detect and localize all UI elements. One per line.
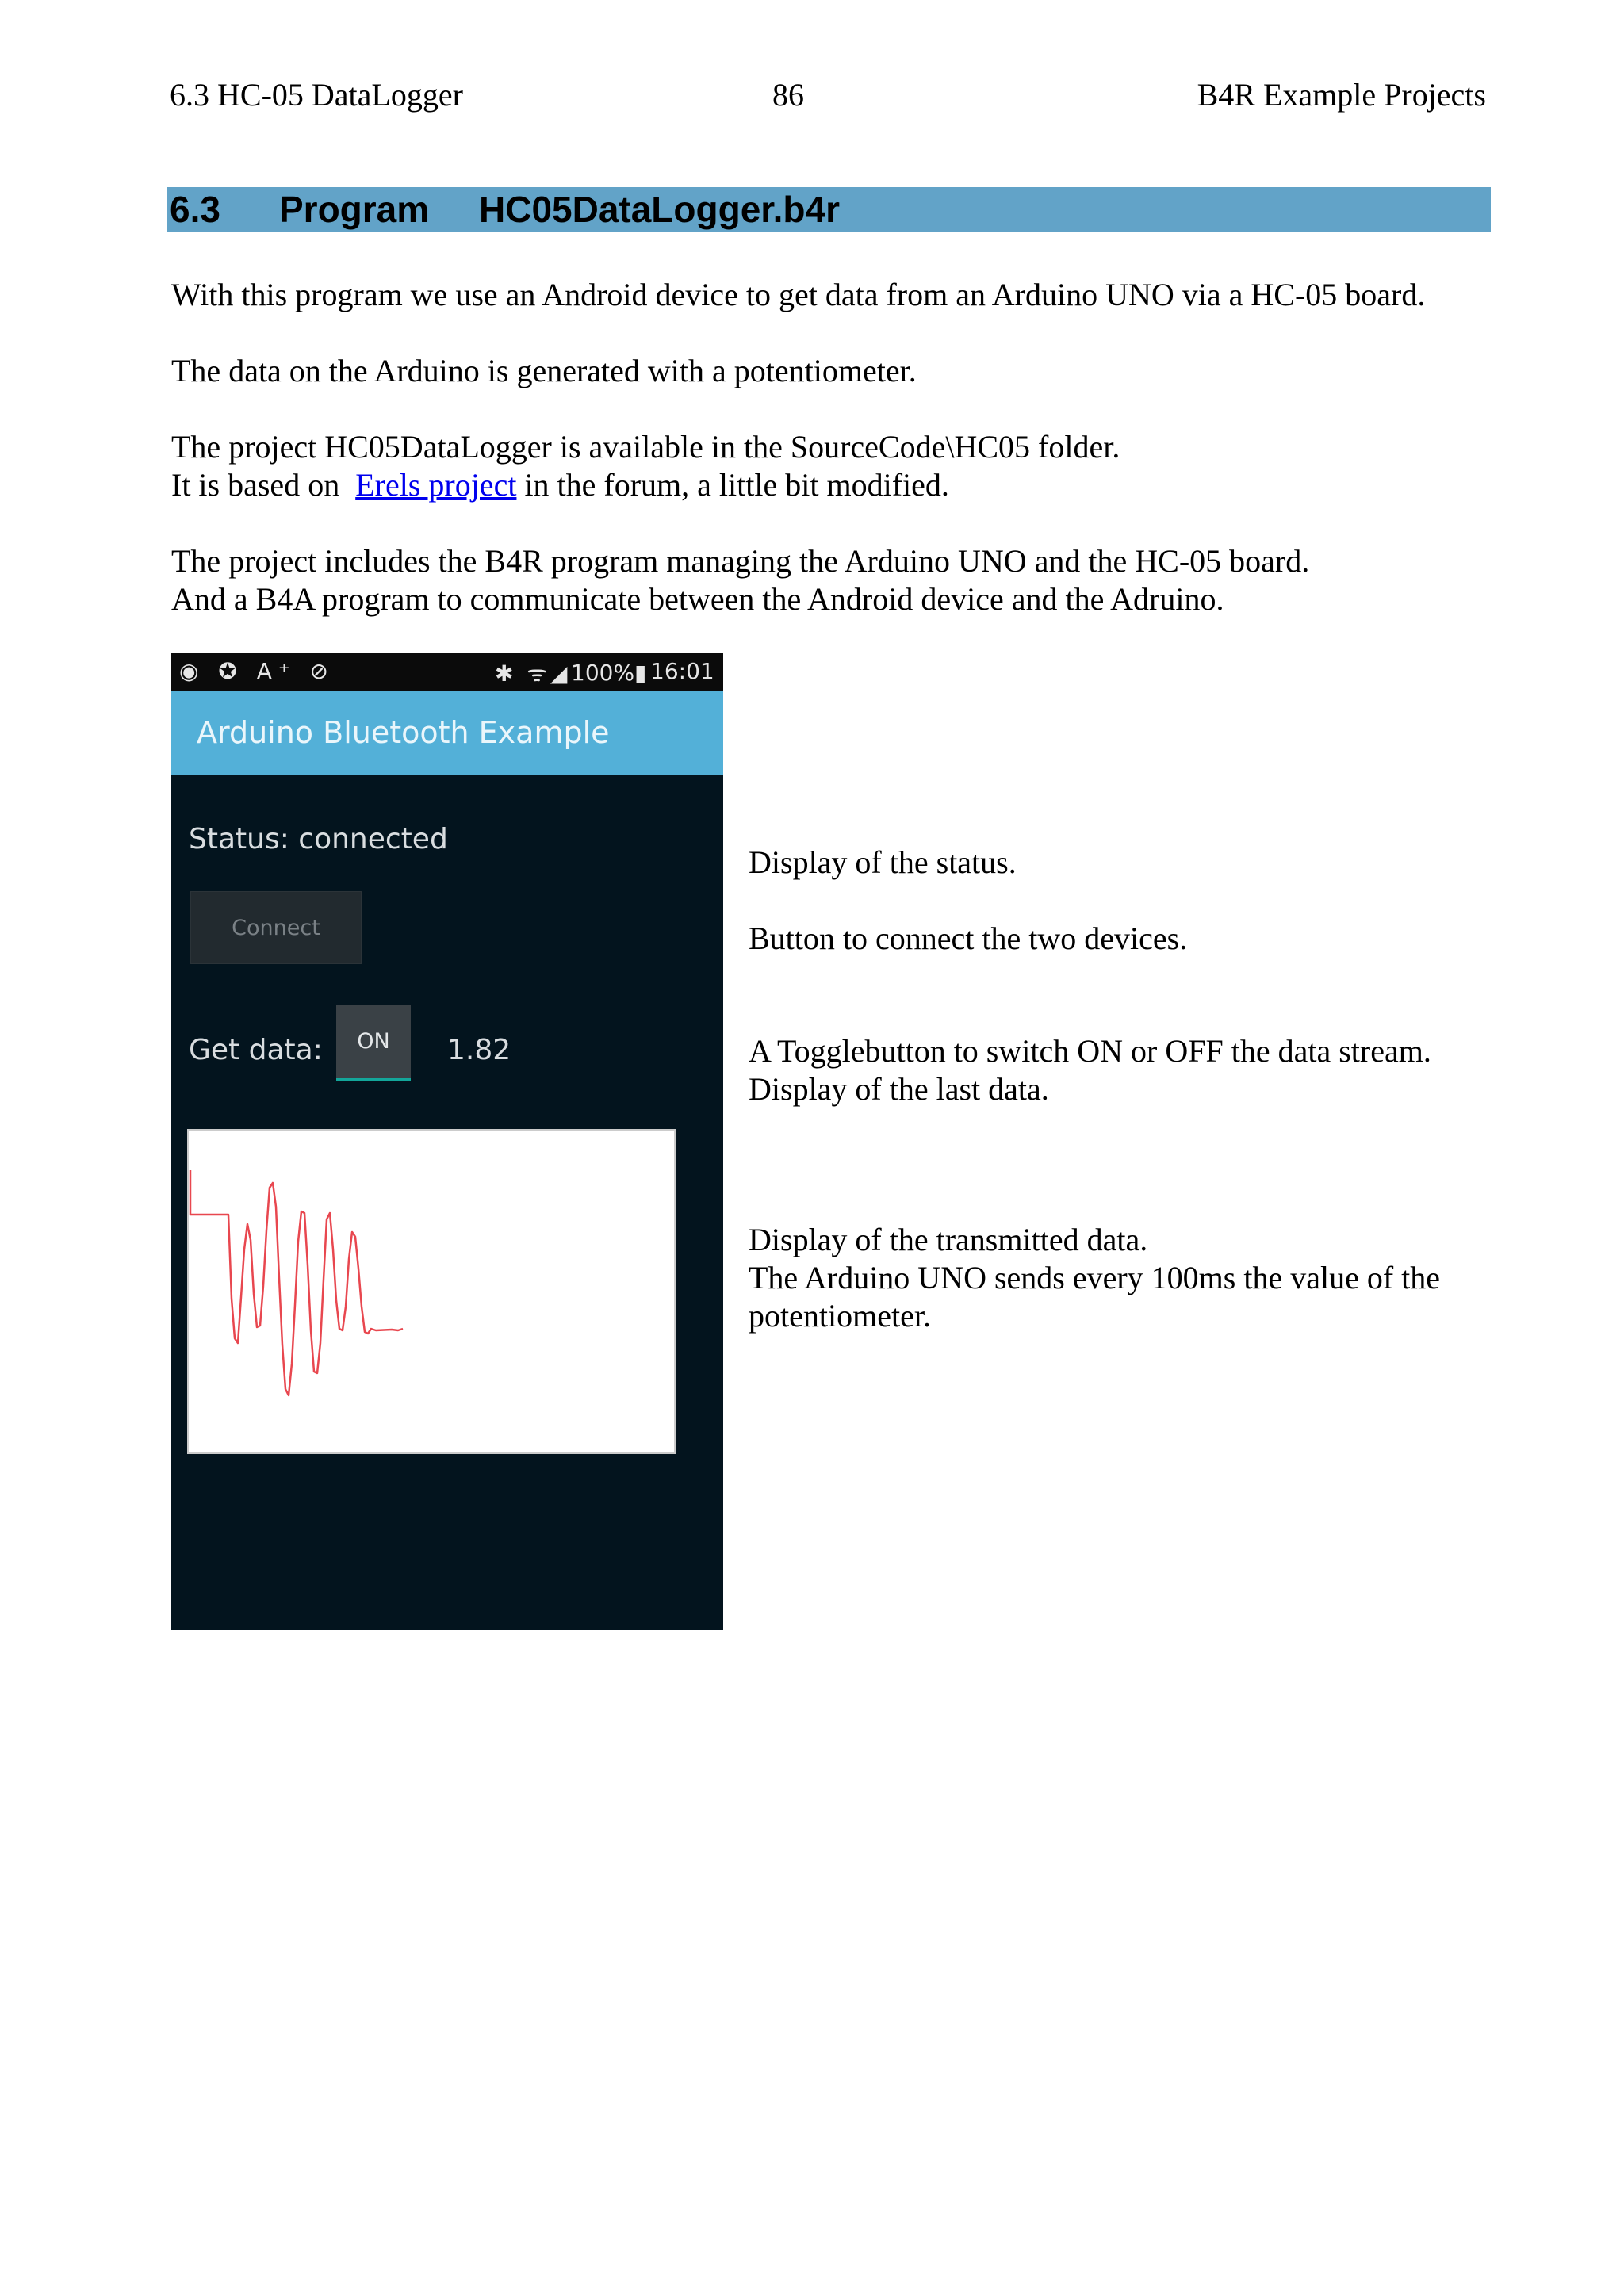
data-toggle-button[interactable]: ON	[336, 1005, 411, 1081]
paragraph-intro: With this program we use an Android device to get data from an Arduino UNO via a HC-05 board.	[171, 277, 1426, 312]
based-on-prefix: It is based on	[171, 467, 356, 503]
annotation-toggle-button: A Togglebutton to switch ON or OFF the data stream.	[749, 1033, 1431, 1069]
last-data-value: 1.82	[447, 1034, 511, 1066]
android-status-bar	[171, 653, 723, 691]
header-book-title: B4R Example Projects	[1197, 77, 1486, 113]
paragraph-b4a-program: And a B4A program to communicate between the Android device and the Adruino.	[171, 581, 1224, 617]
erels-project-link[interactable]: Erels project	[355, 467, 517, 503]
header-page-number: 86	[772, 77, 804, 113]
get-data-label: Get data:	[189, 1034, 323, 1066]
section-word: Program	[279, 189, 430, 230]
connection-status: Status: connected	[189, 823, 448, 855]
app-bar	[171, 691, 723, 775]
section-number: 6.3	[170, 189, 220, 230]
annotation-interval: The Arduino UNO sends every 100ms the value of the	[749, 1260, 1441, 1295]
android-screenshot	[171, 653, 723, 1630]
based-on-suffix: in the forum, a little bit modified.	[516, 467, 949, 503]
section-filename: HC05DataLogger.b4r	[479, 189, 841, 230]
annotation-potentiometer: potentiometer.	[749, 1298, 931, 1334]
header-section-title: 6.3 HC-05 DataLogger	[170, 77, 463, 113]
data-graph-plot	[189, 1131, 674, 1452]
annotation-connect-button: Button to connect the two devices.	[749, 920, 1188, 956]
page-header	[170, 76, 1486, 121]
bluetooth-signal-icon: ✱ ᯤ◢	[495, 660, 571, 687]
notification-icons: ◉ ✪ A⁺ ⊘	[179, 658, 335, 684]
annotation-graph: Display of the transmitted data.	[749, 1222, 1148, 1257]
clock: 16:01	[650, 658, 714, 684]
section-heading	[167, 187, 1491, 232]
annotation-status: Display of the status.	[749, 844, 1017, 880]
paragraph-availability: The project HC05DataLogger is available in the SourceCode\HC05 folder.	[171, 429, 1120, 465]
battery-icon: 100%▮	[571, 660, 647, 686]
paragraph-based-on	[171, 466, 949, 504]
data-graph	[187, 1129, 676, 1454]
paragraph-potentiometer: The data on the Arduino is generated with a potentiometer.	[171, 353, 917, 388]
paragraph-b4r-program: The project includes the B4R program managing the Arduino UNO and the HC-05 board.	[171, 543, 1310, 579]
connect-button[interactable]: Connect	[190, 891, 362, 964]
data-trace-line	[190, 1170, 403, 1395]
app-title: Arduino Bluetooth Example	[197, 715, 610, 750]
annotation-last-data: Display of the last data.	[749, 1071, 1049, 1107]
